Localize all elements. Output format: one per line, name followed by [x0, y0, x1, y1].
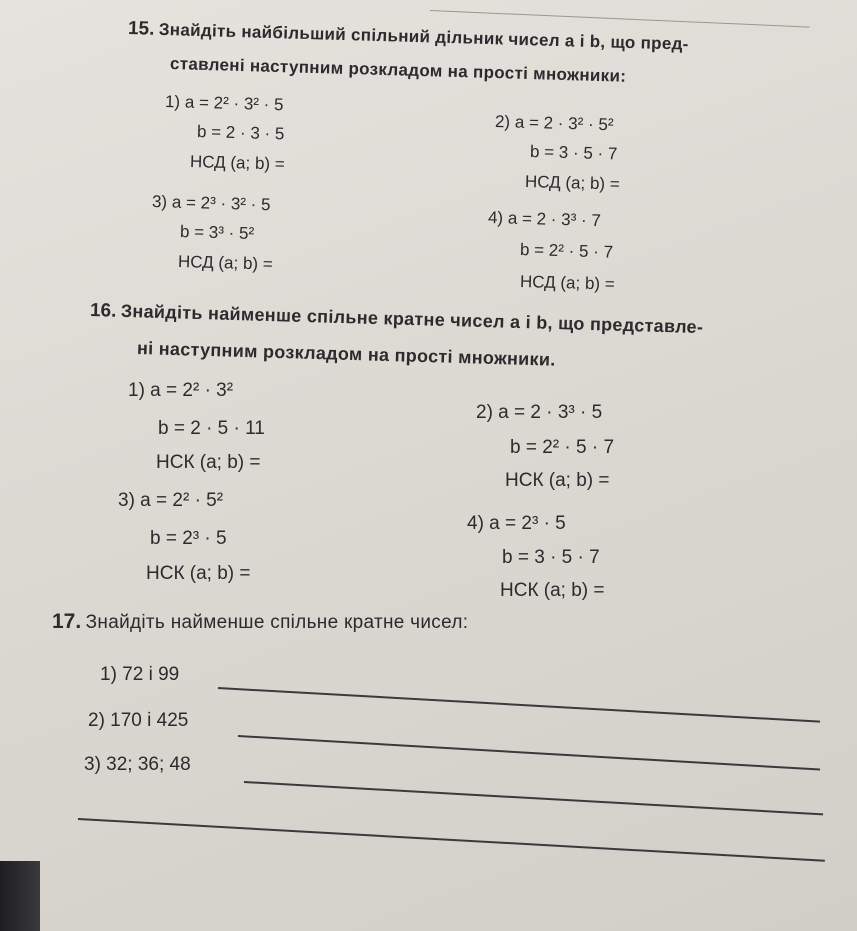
task15-item1-b: b = 2 · 3 · 5 — [196, 122, 285, 144]
task15-text-line2: ставлені наступним розкладом на прості множники: — [169, 54, 627, 86]
top-rule — [430, 10, 810, 28]
task15-item4-a: 4) a = 2 · 3³ · 7 — [487, 208, 602, 231]
task15-header — [128, 18, 689, 56]
answer-line-2[interactable] — [238, 735, 820, 770]
task15-item2-b: b = 3 · 5 · 7 — [529, 142, 618, 164]
answer-line-3[interactable] — [244, 781, 823, 815]
task17-number: 17. — [52, 610, 82, 633]
task15-item4-b: b = 2² · 5 · 7 — [519, 240, 614, 262]
task16-item4-a: 4) a = 2³ · 5 — [467, 513, 566, 534]
task16-item3-b: b = 2³ · 5 — [150, 528, 227, 549]
task16-item4-result: НСК (a; b) = — [500, 580, 605, 601]
task16-text-line1: Знайдіть найменше спільне кратне чисел a і b, що представле- — [120, 300, 704, 338]
task16-item1-a: 1) a = 2² · 3² — [128, 380, 234, 401]
task16-number: 16. — [89, 300, 117, 322]
task16-item2-result: НСК (a; b) = — [505, 470, 610, 491]
task15-item1-a: 1) a = 2² · 3² · 5 — [164, 92, 284, 115]
task15-item3-result: НСД (a; b) = — [177, 252, 273, 274]
task16-item2-b: b = 2² · 5 · 7 — [510, 437, 615, 458]
task17-text: Знайдіть найменше спільне кратне чисел: — [85, 612, 469, 633]
task15-number: 15. — [127, 18, 155, 40]
task16-item2-a: 2) a = 2 · 3³ · 5 — [476, 402, 603, 423]
task15-item1-result: НСД (a; b) = — [189, 152, 285, 174]
task16-item3-result: НСК (a; b) = — [146, 563, 251, 584]
task16-item1-result: НСК (a; b) = — [156, 452, 261, 473]
task15-item2-a: 2) a = 2 · 3² · 5² — [494, 112, 614, 135]
answer-line-4[interactable] — [78, 818, 825, 861]
task16-text-line2: ні наступним розкладом на прості множники. — [136, 338, 556, 370]
task15-item3-a: 3) a = 2³ · 3² · 5 — [151, 192, 271, 215]
task17-item2: 2) 170 і 425 — [88, 710, 189, 731]
task16-item4-b: b = 3 · 5 · 7 — [502, 547, 600, 568]
task15-text-line1: Знайдіть найбільший спільний дільник чисел a і b, що пред- — [158, 19, 689, 54]
task15-item4-result: НСД (a; b) = — [519, 272, 615, 294]
task16-header — [90, 300, 704, 339]
task17-item1: 1) 72 і 99 — [100, 664, 180, 685]
task17-item3: 3) 32; 36; 48 — [84, 754, 191, 775]
task16-item3-a: 3) a = 2² · 5² — [118, 490, 224, 511]
task17-header — [52, 610, 468, 634]
task15-item3-b: b = 3³ · 5² — [179, 222, 255, 244]
dark-corner-shadow — [0, 861, 40, 931]
task15-item2-result: НСД (a; b) = — [524, 172, 620, 194]
answer-line-1[interactable] — [218, 687, 820, 722]
task16-item1-b: b = 2 · 5 · 11 — [158, 418, 265, 439]
